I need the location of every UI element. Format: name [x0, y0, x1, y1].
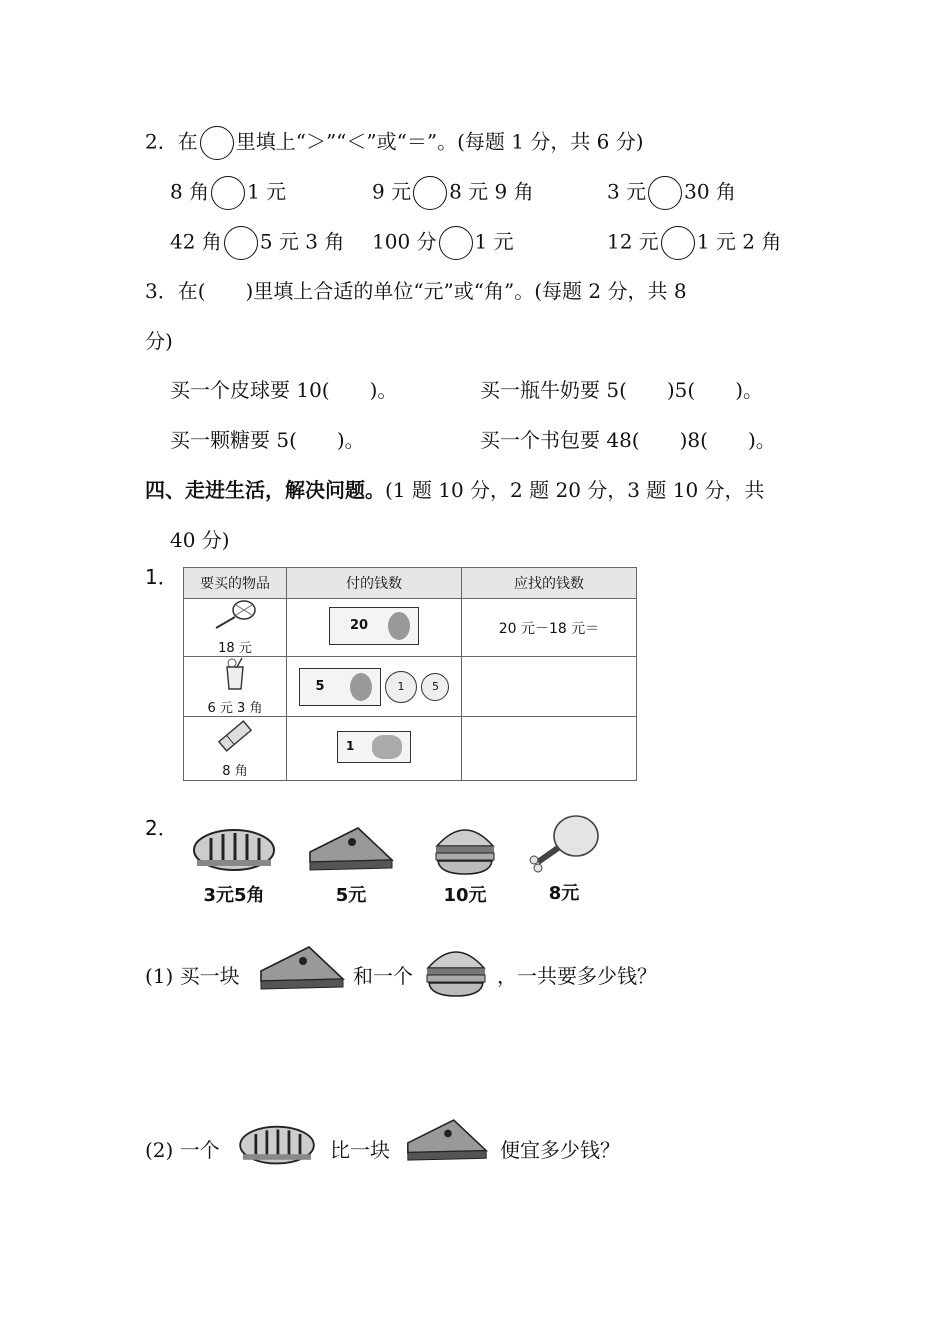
- p2-sub1-question: ，一共要多少钱？: [497, 964, 657, 988]
- paid-cell: [287, 657, 462, 717]
- blank-circle[interactable]: [413, 176, 447, 210]
- food-item: 8元: [524, 812, 604, 905]
- item-cell: 6 元 3 角: [184, 657, 287, 717]
- banknote-20-icon: 20: [329, 607, 419, 645]
- section4-title: 四、走进生活，解决问题。(1 题 10 分，2 题 20 分，3 题 10 分，共: [145, 478, 765, 502]
- food-item: 3元5角: [190, 826, 278, 907]
- badminton-racket-icon: [210, 599, 260, 631]
- p2-sub2-mid: 比一块: [330, 1138, 390, 1162]
- chicken-leg-icon: [526, 812, 602, 874]
- q3-item[interactable]: 买一颗糖要 5( )。: [170, 428, 365, 452]
- coin-5-jiao-icon: 5: [421, 673, 449, 701]
- change-cell[interactable]: [462, 717, 637, 781]
- bread-icon: [236, 1123, 318, 1169]
- paid-cell: [287, 717, 462, 781]
- change-cell[interactable]: 20 元－18 元＝: [462, 599, 637, 657]
- table-row: [184, 717, 637, 781]
- p2-sub1-label: (1) 买一块: [145, 964, 240, 988]
- q2-title: 2．在 里填上“＞”“＜”或“＝”。(每题 1 分，共 6 分): [145, 126, 644, 160]
- col-header: 付的钱数: [287, 568, 462, 599]
- eraser-icon: [215, 718, 255, 754]
- p2-sub1-mid: 和一个: [353, 964, 413, 988]
- blank-circle[interactable]: [648, 176, 682, 210]
- hamburger-icon: [423, 942, 489, 998]
- bread-icon: [191, 826, 277, 876]
- blank-circle[interactable]: [211, 176, 245, 210]
- paid-cell: [287, 599, 462, 657]
- money-table: [183, 567, 637, 781]
- q3-item[interactable]: 买一瓶牛奶要 5( )5( )。: [480, 378, 764, 402]
- cake-slice-icon: [306, 826, 396, 876]
- p2-sub2-label: (2) 一个: [145, 1138, 220, 1162]
- blank-circle[interactable]: [439, 226, 473, 260]
- q2-item: 12 元 1 元 2 角: [607, 226, 781, 260]
- banknote-5-icon: 5: [299, 668, 381, 706]
- food-item: 5元: [305, 826, 397, 907]
- blank-circle[interactable]: [661, 226, 695, 260]
- table-row: [184, 657, 637, 717]
- item-cell: 18 元: [184, 599, 287, 657]
- drink-cup-icon: [220, 657, 250, 691]
- section4-title-cont: 40 分): [170, 528, 230, 552]
- p1-number: 1．: [145, 565, 178, 589]
- banknote-1-jiao-icon: 1: [337, 731, 411, 763]
- cake-slice-icon: [404, 1118, 490, 1166]
- q3-title-cont: 分): [145, 329, 173, 353]
- change-cell[interactable]: [462, 657, 637, 717]
- food-item: 10元: [430, 820, 500, 907]
- col-header: 要买的物品: [184, 568, 287, 599]
- q2-item: 100 分 1 元: [372, 226, 514, 260]
- p2-number: 2．: [145, 816, 178, 840]
- p2-sub2-question: 便宜多少钱？: [500, 1138, 620, 1162]
- col-header: 应找的钱数: [462, 568, 637, 599]
- coin-1-yuan-icon: 1: [385, 671, 417, 703]
- cake-slice-icon: [257, 945, 347, 995]
- q2-item: 42 角 5 元 3 角: [170, 226, 344, 260]
- q2-item: 8 角 1 元: [170, 176, 286, 210]
- item-cell: 8 角: [184, 717, 287, 781]
- table-row: [184, 599, 637, 657]
- q2-item: 3 元 30 角: [607, 176, 736, 210]
- blank-circle[interactable]: [200, 126, 234, 160]
- blank-circle[interactable]: [224, 226, 258, 260]
- q2-item: 9 元 8 元 9 角: [372, 176, 534, 210]
- q3-item[interactable]: 买一个皮球要 10( )。: [170, 378, 398, 402]
- q3-item[interactable]: 买一个书包要 48( )8( )。: [480, 428, 776, 452]
- q3-title: 3．在( )里填上合适的单位“元”或“角”。(每题 2 分，共 8: [145, 279, 687, 303]
- hamburger-icon: [432, 820, 498, 876]
